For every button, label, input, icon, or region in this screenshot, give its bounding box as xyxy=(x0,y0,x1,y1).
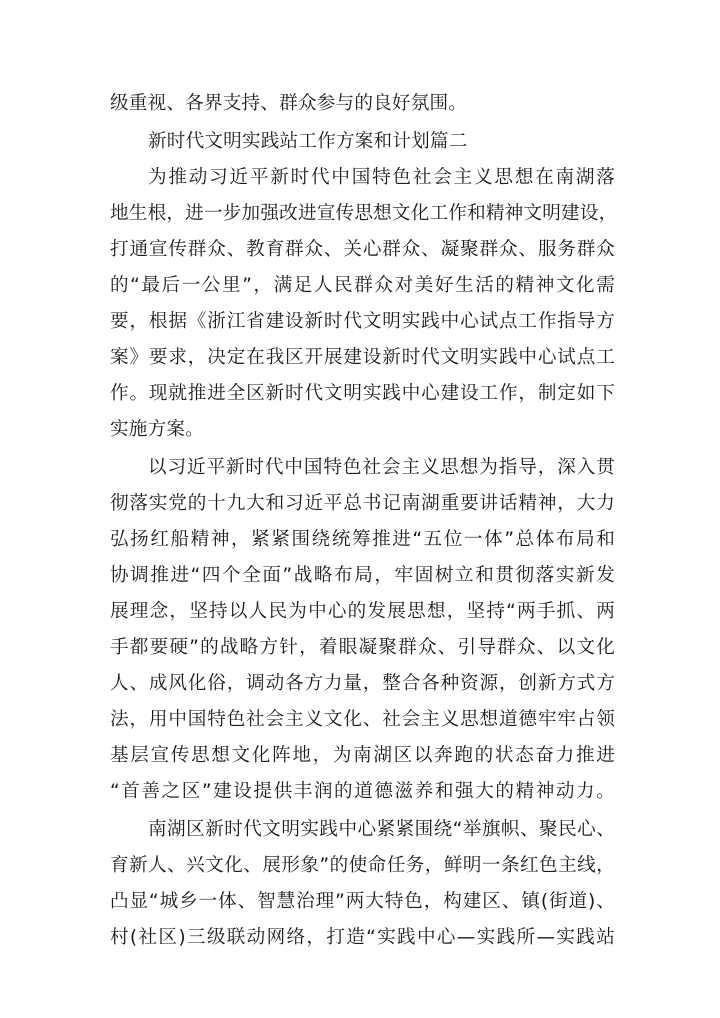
paragraph-line: 育新人、兴文化、展形象”的使命任务，鲜明一条红色主线， xyxy=(110,855,615,876)
paragraph-line: 实施方案。 xyxy=(110,419,204,440)
paragraph-line: 基层宣传思想文化阵地，为南湖区以奔跑的状态奋力推进 xyxy=(110,745,615,766)
paragraph-line: 级重视、各界支持、群众参与的良好氛围。 xyxy=(110,93,468,114)
paragraph-line: 打通宣传群众、教育群众、关心群众、凝聚群众、服务群众 xyxy=(110,239,615,260)
paragraph-line: 作。现就推进全区新时代文明实践中心建设工作，制定如下 xyxy=(110,383,615,404)
paragraph-line: 地生根，进一步加强改进宣传思想文化工作和精神文明建设， xyxy=(110,203,618,224)
paragraph-line: “首善之区”建设提供丰润的道德滋养和强大的精神动力。 xyxy=(110,781,615,802)
paragraph-line: 人、成风化俗，调动各方力量，整合各种资源，创新方式方 xyxy=(110,673,615,694)
paragraph-line: 凸显“城乡一体、智慧治理”两大特色，构建区、镇(街道)、 xyxy=(110,891,615,912)
paragraph-line: 要，根据《浙江省建设新时代文明实践中心试点工作指导方 xyxy=(110,311,615,332)
paragraph-line: 南湖区新时代文明实践中心紧紧围绕“举旗帜、聚民心、 xyxy=(148,819,615,840)
paragraph-line: 手都要硬”的战略方针，着眼凝聚群众、引导群众、以文化 xyxy=(110,637,615,658)
paragraph-line: 为推动习近平新时代中国特色社会主义思想在南湖落 xyxy=(148,167,615,188)
paragraph-line: 展理念，坚持以人民为中心的发展思想，坚持“两手抓、两 xyxy=(110,601,615,622)
paragraph-line: 法，用中国特色社会主义文化、社会主义思想道德牢牢占领 xyxy=(110,709,615,730)
paragraph-line: 弘扬红船精神，紧紧围绕统筹推进“五位一体”总体布局和 xyxy=(110,529,615,550)
paragraph-line: 村(社区)三级联动网络，打造“实践中心—实践所—实践站 xyxy=(110,927,615,948)
paragraph-line: 案》要求，决定在我区开展建设新时代文明实践中心试点工 xyxy=(110,347,615,368)
paragraph-line: 的“最后一公里”，满足人民群众对美好生活的精神文化需 xyxy=(110,275,615,296)
paragraph-line: 彻落实党的十九大和习近平总书记南湖重要讲话精神，大力 xyxy=(110,493,615,514)
paragraph-line: 以习近平新时代中国特色社会主义思想为指导，深入贯 xyxy=(148,457,615,478)
paragraph-line: 协调推进“四个全面”战略布局，牢固树立和贯彻落实新发 xyxy=(110,565,615,586)
section-heading: 新时代文明实践站工作方案和计划篇二 xyxy=(148,131,468,152)
